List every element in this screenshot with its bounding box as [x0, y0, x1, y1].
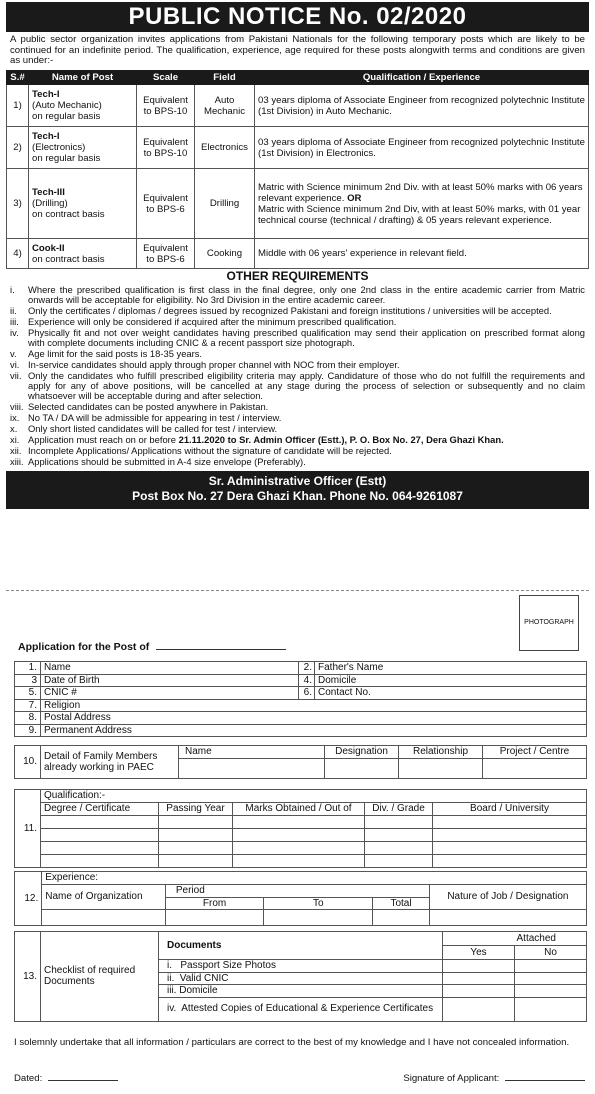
table-row — [15, 885, 587, 898]
list-item — [10, 360, 585, 370]
yes-header: Yes — [443, 946, 515, 960]
row-qualification: 03 years diploma of Associate Engineer from recognized polytechnic Institute (1st Division) in Electronics. — [255, 127, 589, 169]
dated-label: Dated: — [14, 1073, 43, 1084]
post-title: Tech-III — [32, 187, 65, 199]
post-title: Tech-I — [32, 131, 60, 143]
item-text: Experience will only be considered if acquired after the minimum prescribed qualification. — [28, 316, 397, 328]
item-text-pre: Application must reach on or before — [28, 433, 179, 445]
dated-line[interactable] — [48, 1080, 118, 1081]
col-header-field: Field — [195, 71, 255, 85]
signature-label: Signature of Applicant: — [403, 1073, 500, 1084]
table-row — [15, 687, 587, 700]
photograph-box[interactable]: PHOTOGRAPH — [519, 595, 579, 651]
item-text: Where the prescribed qualification is first class in the final degree, only one 2nd class in the entire academic carrier from Matric onwards will be acceptable for eligibility. No 3rd Division in the entire academic career. — [28, 284, 585, 306]
declaration-text: I solemnly undertake that all information / particulars are correct to the best of my knowledge and I have not concealed information. — [14, 1037, 570, 1048]
application-form — [6, 590, 589, 1094]
qual-cell[interactable] — [41, 828, 159, 841]
post-basis: on regular basis — [32, 111, 101, 123]
item-text: Only short listed candidates will be called for test / interview. — [28, 423, 278, 434]
post-basis: on contract basis — [32, 253, 105, 265]
permanent-address-field[interactable]: Permanent Address — [41, 724, 587, 737]
col-header-scale: Scale — [137, 71, 195, 85]
row-scale: Equivalent to BPS-10 — [137, 85, 195, 127]
item-number: iv. — [10, 326, 19, 338]
item-text: Age limit for the said posts is 18-35 years. — [28, 348, 203, 360]
family-name-input[interactable] — [179, 759, 325, 779]
exp-col-period: Period — [165, 885, 429, 898]
field-number: 12. — [15, 872, 42, 926]
item-text: Only the candidates who fulfill prescribed eligibility criteria may apply. Candidature of those who do not fulfill the requirements and apply for any of above positions, will be cancelled at any stage during the process of selection or subsequently and no claim whatsoever will be acceptable during and after selection. — [28, 369, 585, 402]
item-number: viii. — [10, 401, 24, 413]
contact-field[interactable]: Contact No. — [315, 687, 587, 700]
qual-cell[interactable] — [365, 854, 433, 867]
item-number: iii. — [10, 316, 19, 328]
row-field: Drilling — [195, 169, 255, 239]
yes-checkbox[interactable] — [443, 960, 515, 973]
field-number: 6. — [299, 687, 315, 700]
exp-cell[interactable] — [264, 910, 373, 926]
post-sub: (Drilling) — [32, 198, 68, 210]
post-applied-field — [18, 641, 286, 653]
checklist-table — [14, 931, 587, 1022]
dob-field[interactable]: Date of Birth — [41, 674, 299, 687]
exp-col-organization: Name of Organization — [42, 885, 166, 910]
qual-cell[interactable] — [365, 841, 433, 854]
row-qualification: 03 years diploma of Associate Engineer from recognized polytechnic Institute (1st Division) in Auto Mechanic. — [255, 85, 589, 127]
col-header-sn: S.# — [7, 71, 29, 85]
exp-cell[interactable] — [429, 910, 586, 926]
fathers-name-field[interactable]: Father's Name — [315, 662, 587, 675]
qual-cell[interactable] — [159, 828, 233, 841]
no-header: No — [515, 946, 587, 960]
signature-line[interactable] — [505, 1080, 585, 1081]
officer-title: Sr. Administrative Officer (Estt) — [208, 473, 387, 488]
table-row — [15, 828, 587, 841]
list-item — [10, 457, 585, 467]
table-row — [15, 746, 587, 759]
table-row — [15, 712, 587, 725]
field-number: 13. — [15, 932, 41, 1022]
field-number: 1. — [15, 662, 41, 675]
list-item — [10, 446, 585, 456]
qualification-label: Qualification:- — [41, 790, 587, 803]
row-post — [29, 127, 137, 169]
table-row — [7, 169, 589, 239]
post-sub: (Electronics) — [32, 142, 86, 154]
checklist-label: Checklist of required Documents — [41, 932, 159, 1022]
qual-cell[interactable] — [433, 854, 587, 867]
row-field: Electronics — [195, 127, 255, 169]
field-number: 2. — [299, 662, 315, 675]
exp-cell[interactable] — [42, 910, 166, 926]
item-text: Only the certificates / diplomas / degrees issued by recognized Pakistani and foreign institutions / universities will be accepted. — [28, 305, 552, 317]
doc-item-cnic: ii. Valid CNIC — [159, 972, 443, 985]
list-item — [10, 424, 585, 434]
table-row — [15, 790, 587, 803]
table-row — [15, 724, 587, 737]
item-number: v. — [10, 348, 17, 360]
list-item — [10, 435, 585, 445]
table-row — [15, 815, 587, 828]
qual-cell[interactable] — [159, 815, 233, 828]
requirements-title: OTHER REQUIREMENTS — [226, 269, 369, 284]
table-row — [15, 841, 587, 854]
table-row — [15, 674, 587, 687]
qual-cell[interactable] — [233, 815, 365, 828]
row-scale: Equivalent to BPS-10 — [137, 127, 195, 169]
field-number: 4. — [299, 674, 315, 687]
family-relationship-input[interactable] — [399, 759, 483, 779]
qual-col-marks: Marks Obtained / Out of — [233, 802, 365, 815]
qual-cell[interactable] — [159, 841, 233, 854]
qual-col-board: Board / University — [433, 802, 587, 815]
table-row — [7, 239, 589, 269]
qualification-table — [14, 789, 587, 868]
list-item — [10, 317, 585, 327]
row-sn: 1) — [7, 85, 29, 127]
qual-cell[interactable] — [41, 815, 159, 828]
field-number: 8. — [15, 712, 41, 725]
field-number: 3 — [15, 674, 41, 687]
list-item — [10, 306, 585, 316]
table-row — [15, 699, 587, 712]
qual-col-div: Div. / Grade — [365, 802, 433, 815]
table-row — [15, 932, 587, 946]
item-text: In-service candidates should apply through proper channel with NOC from their employer. — [28, 358, 400, 370]
no-checkbox[interactable] — [515, 960, 587, 973]
field-number: 9. — [15, 724, 41, 737]
no-checkbox[interactable] — [515, 997, 587, 1021]
field-number: 11. — [15, 790, 41, 868]
item-number: i. — [10, 284, 15, 296]
yes-checkbox[interactable] — [443, 997, 515, 1021]
qual-cell[interactable] — [433, 815, 587, 828]
qual-cell[interactable] — [159, 854, 233, 867]
qual-cell[interactable] — [233, 841, 365, 854]
item-number: ii. — [10, 305, 17, 317]
list-item — [10, 285, 585, 306]
family-label: Detail of Family Members already working in PAEC — [41, 746, 179, 779]
row-sn: 2) — [7, 127, 29, 169]
item-number: xiii. — [10, 455, 24, 467]
experience-table — [14, 871, 587, 926]
post-title: Cook-II — [32, 242, 65, 254]
qual-cell[interactable] — [233, 828, 365, 841]
item-number: vi. — [10, 358, 20, 370]
family-col-project: Project / Centre — [483, 746, 587, 759]
item-text: Physically fit and not over weight candidates having prescribed qualification may send their application on prescribed format along with complete documents including CNIC & a recent passport size photograph. — [28, 326, 585, 349]
row-field: Auto Mechanic — [195, 85, 255, 127]
item-number: xii. — [10, 444, 22, 456]
table-row — [15, 872, 587, 885]
doc-item-domicile: iii. Domicile — [159, 985, 443, 998]
post-basis: on regular basis — [32, 153, 101, 165]
qual-cell[interactable] — [233, 854, 365, 867]
qual-cell[interactable] — [365, 828, 433, 841]
yes-checkbox[interactable] — [443, 972, 515, 985]
doc-item-photos: i. Passport Size Photos — [159, 960, 443, 973]
table-row — [15, 802, 587, 815]
exp-col-to: To — [264, 897, 373, 910]
domicile-field[interactable]: Domicile — [315, 674, 587, 687]
notice-title: PUBLIC NOTICE No. 02/2020 — [6, 2, 589, 32]
attached-header: Attached — [443, 932, 587, 946]
posts-table — [6, 70, 589, 269]
post-sub: (Auto Mechanic) — [32, 100, 102, 112]
exp-cell[interactable] — [165, 910, 263, 926]
qual-option-a: Matric with Science minimum 2nd Div. with at least 50% marks with 06 years relevant experience. — [258, 181, 583, 204]
post-title: Tech-I — [32, 89, 60, 101]
qual-col-degree: Degree / Certificate — [41, 802, 159, 815]
list-item — [10, 328, 585, 349]
list-item — [10, 402, 585, 412]
family-designation-input[interactable] — [325, 759, 399, 779]
exp-cell[interactable] — [373, 910, 430, 926]
family-project-input[interactable] — [483, 759, 587, 779]
doc-item-certificates: iv. Attested Copies of Educational & Experience Certificates — [159, 997, 443, 1021]
row-sn: 4) — [7, 239, 29, 269]
family-col-name: Name — [179, 746, 325, 759]
item-text: Incomplete Applications/ Applications without the signature of candidate will be rejected. — [28, 444, 392, 456]
exp-col-from: From — [165, 897, 263, 910]
item-number: ix. — [10, 412, 20, 424]
experience-label: Experience: — [42, 872, 587, 885]
officer-address: Post Box No. 27 Dera Ghazi Khan. Phone No. 064-9261087 — [132, 488, 463, 503]
signature-field[interactable] — [403, 1073, 585, 1084]
no-checkbox[interactable] — [515, 985, 587, 998]
qual-cell[interactable] — [365, 815, 433, 828]
qual-cell[interactable] — [41, 841, 159, 854]
list-item — [10, 371, 585, 402]
row-qualification — [255, 169, 589, 239]
post-input-line[interactable] — [156, 641, 286, 650]
qual-cell[interactable] — [433, 841, 587, 854]
field-number: 7. — [15, 699, 41, 712]
row-post — [29, 85, 137, 127]
family-col-relationship: Relationship — [399, 746, 483, 759]
exp-col-nature: Nature of Job / Designation — [429, 885, 586, 910]
row-scale: Equivalent to BPS-6 — [137, 239, 195, 269]
qual-col-year: Passing Year — [159, 802, 233, 815]
item-number: vii. — [10, 369, 22, 381]
qual-cell[interactable] — [41, 854, 159, 867]
family-table — [14, 745, 587, 779]
row-post — [29, 169, 137, 239]
col-header-post: Name of Post — [29, 71, 137, 85]
table-row — [7, 85, 589, 127]
exp-col-total: Total — [373, 897, 430, 910]
officer-address-banner — [6, 471, 589, 509]
post-label: Application for the Post of — [18, 641, 150, 653]
documents-header: Documents — [159, 932, 443, 960]
row-qualification: Middle with 06 years' experience in relevant field. — [255, 239, 589, 269]
row-scale: Equivalent to BPS-6 — [137, 169, 195, 239]
family-col-designation: Designation — [325, 746, 399, 759]
col-header-qualification: Qualification / Experience — [255, 71, 589, 85]
row-post — [29, 239, 137, 269]
list-item — [10, 413, 585, 423]
field-number: 10. — [15, 746, 41, 779]
dated-field[interactable] — [14, 1073, 118, 1084]
post-basis: on contract basis — [32, 209, 105, 221]
name-field[interactable]: Name — [41, 662, 299, 675]
personal-info-table — [14, 661, 587, 737]
table-row — [15, 910, 587, 926]
requirements-list — [10, 285, 585, 467]
no-checkbox[interactable] — [515, 972, 587, 985]
item-text: Selected candidates can be posted anywhere in Pakistan. — [28, 401, 269, 413]
qual-cell[interactable] — [433, 828, 587, 841]
row-sn: 3) — [7, 169, 29, 239]
field-number: 5. — [15, 687, 41, 700]
item-number: x. — [10, 423, 18, 434]
intro-paragraph: A public sector organization invites applications from Pakistani Nationals for the following temporary posts which are likely to be continued for an indefinite period. The qualification, experience, age required for these posts alongwith terms and conditions are given as under:- — [10, 34, 585, 67]
qual-option-b: Matric with Science minimum 2nd Div, with at least 50% marks, with 01 year technical course (technical / drafting) & 05 years relevant experience. — [258, 203, 581, 226]
row-field: Cooking — [195, 239, 255, 269]
qual-or: OR — [347, 192, 362, 204]
item-text: Applications should be submitted in A-4 size envelope (Preferably). — [28, 455, 306, 467]
cnic-field[interactable]: CNIC # — [41, 687, 299, 700]
item-text: No TA / DA will be admissible for appearing in test / interview. — [28, 412, 282, 424]
table-row — [15, 854, 587, 867]
item-text — [28, 435, 585, 445]
item-number: xi. — [10, 433, 20, 445]
table-row — [7, 127, 589, 169]
list-item — [10, 349, 585, 359]
item-text-bold: 21.11.2020 to Sr. Admin Officer (Estt.), P. O. Box No. 27, Dera Ghazi Khan. — [178, 433, 504, 445]
table-row — [15, 662, 587, 675]
posts-header-row — [7, 71, 589, 85]
yes-checkbox[interactable] — [443, 985, 515, 998]
religion-field[interactable]: Religion — [41, 699, 587, 712]
postal-address-field[interactable]: Postal Address — [41, 712, 587, 725]
